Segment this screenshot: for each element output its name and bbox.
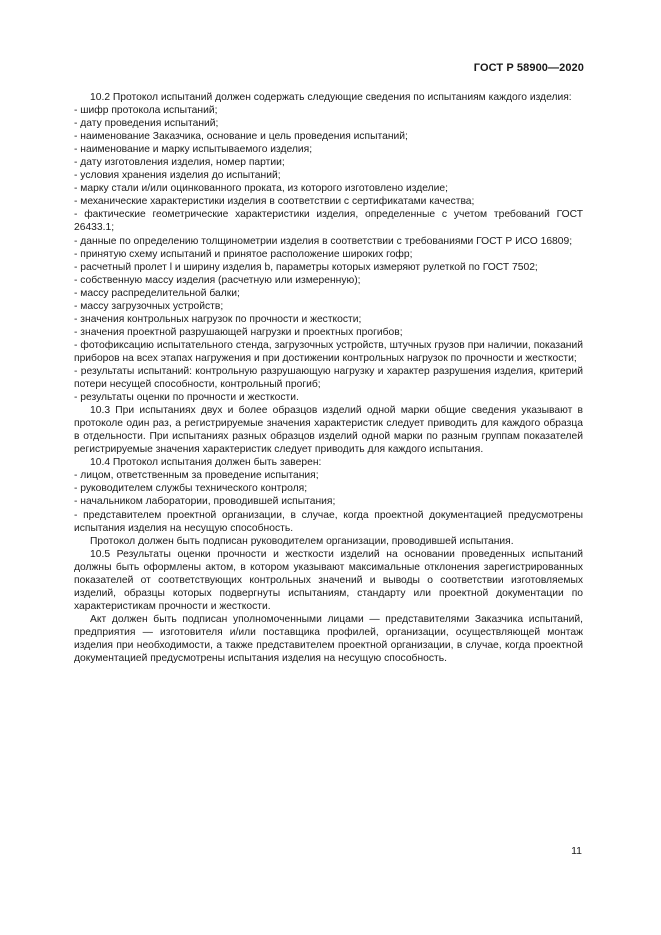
list-item: - фотофиксацию испытательного стенда, загрузочных устройств, штучных грузов при наличии, показаний приборов на всех этапах нагружения и при достижении контрольных нагрузок по прочности и жесткости;	[74, 339, 583, 364]
document-body	[74, 91, 583, 665]
list-item: - начальником лаборатории, проводившей испытания;	[74, 496, 336, 508]
list-item: - массу загрузочных устройств;	[74, 300, 224, 312]
paragraph: 10.2 Протокол испытаний должен содержать следующие сведения по испытаниям каждого изделия:	[90, 92, 572, 103]
list-item: - условия хранения изделия до испытаний;	[74, 170, 281, 182]
list-item: - марку стали и/или оцинкованного проката, из которого изготовлено изделие;	[74, 183, 448, 195]
list-item: - принятую схему испытаний и принятое расположение широких гофр;	[74, 248, 413, 260]
paragraph: Протокол должен быть подписан руководителем организации, проводившей испытания.	[90, 535, 514, 547]
list-item: - лицом, ответственным за проведение испытания;	[74, 470, 319, 482]
paragraph: Акт должен быть подписан уполномоченными лицами — представителями Заказчика испытаний, предприятия — изготовителя и/или поставщика профилей, организации, осуществляющей монтаж изделия при необходимости, а также представителем проектной организации, в случае, когда проектной документацией предусмотрены испытания изделия на несущую способность.	[74, 613, 583, 665]
page-header-standard: ГОСТ Р 58900—2020	[473, 62, 584, 74]
list-item: - представителем проектной организации, в случае, когда проектной документацией предусмотрены испытания изделия на несущую способность.	[74, 509, 583, 534]
list-item: - наименование Заказчика, основание и цель проведения испытаний;	[74, 131, 408, 143]
list-item: - значения контрольных нагрузок по прочности и жесткости;	[74, 313, 362, 325]
list-item: - дату изготовления изделия, номер партии;	[74, 157, 285, 169]
paragraph: 10.4 Протокол испытания должен быть заверен:	[90, 457, 322, 469]
list-item: - результаты испытаний: контрольную разрушающую нагрузку и характер разрушения изделия, критерий потери несущей способности, контрольный прогиб;	[74, 365, 583, 391]
list-item: - дату проведения испытаний;	[74, 118, 219, 130]
page-number: 11	[571, 845, 582, 857]
list-item: - шифр протокола испытаний;	[74, 105, 218, 117]
paragraph: 10.5 Результаты оценки прочности и жесткости изделий на основании проведенных испытаний должны быть оформлены актом, в котором указывают максимальные отклонения зарегистрированных показателей от соответствующих контрольных значений и выводы о соответствии изготовляемых изделий, образцы которых подвергнуты испытаниям, стандарту или проектной документации по характеристикам прочности и жесткости.	[74, 548, 583, 612]
list-item: - расчетный пролет l и ширину изделия b, параметры которых измеряют рулеткой по ГОСТ 7502;	[74, 261, 538, 273]
list-item: - наименование и марку испытываемого изделия;	[74, 144, 313, 156]
list-item: - механические характеристики изделия в соответствии с сертификатами качества;	[74, 196, 475, 208]
list-item: - результаты оценки по прочности и жесткости.	[74, 392, 299, 404]
list-item: - значения проектной разрушающей нагрузки и проектных прогибов;	[74, 326, 403, 338]
paragraph: 10.3 При испытаниях двух и более образцов изделий одной марки общие сведения указывают в протоколе один раз, а регистрируемые значения характеристик следует приводить для каждого образца в отдельности. При испытаниях разных образцов изделий одной марки по разным группам показателей регистрируемые значения характеристик следует приводить для каждого испытания.	[74, 405, 583, 456]
list-item: - фактические геометрические характеристики изделия, определенные с учетом требований ГОСТ 26433.1;	[74, 209, 583, 234]
list-item: - массу распределительной балки;	[74, 287, 240, 299]
list-item: - данные по определению толщинометрии изделия в соответствии с требованиями ГОСТ Р ИСО 16809;	[74, 235, 573, 247]
list-item: - собственную массу изделия (расчетную или измеренную);	[74, 274, 361, 286]
list-item: - руководителем службы технического контроля;	[74, 483, 308, 495]
